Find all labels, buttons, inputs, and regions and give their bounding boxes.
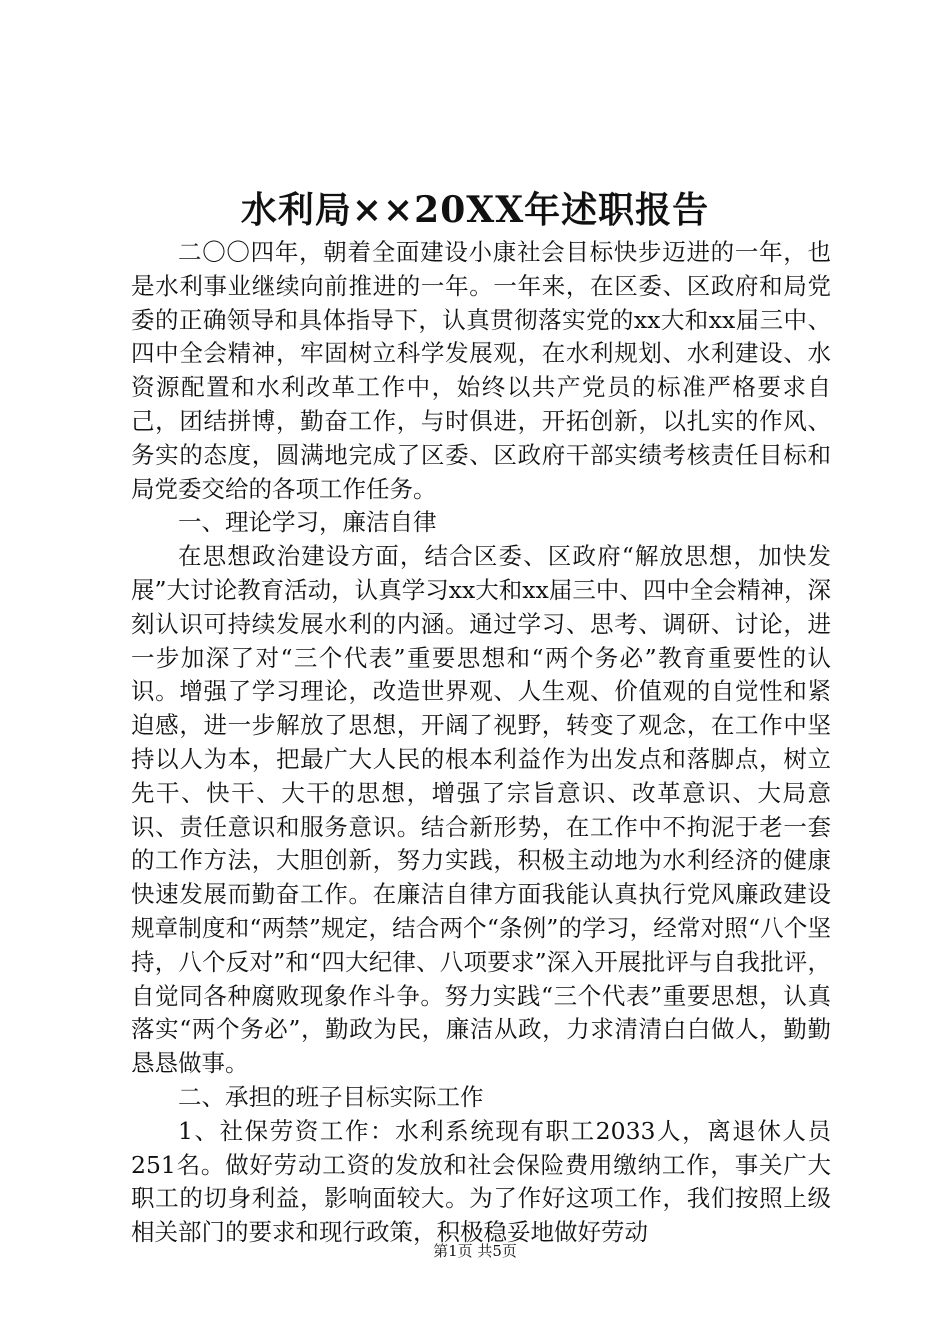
- paragraph-theory-study: 在思想政治建设方面，结合区委、区政府“解放思想，加快发展”大讨论教育活动，认真学习xx大和xx届三中、四中全会精神，深刻认识可持续发展水利的内涵。通过学习、思考、调研、讨论，进一步加深了对“三个代表”重要思想和“两个务必”教育重要性的认识。增强了学习理论，改造世界观、人生观、价值观的自觉性和紧迫感，进一步解放了思想，开阔了视野，转变了观念，在工作中坚持以人为本，把最广大人民的根本利益作为出发点和落脚点，树立先干、快干、大干的思想，增强了宗旨意识、改革意识、大局意识、责任意识和服务意识。结合新形势，在工作中不拘泥于老一套的工作方法，大胆创新，努力实践，积极主动地为水利经济的健康快速发展而勤奋工作。在廉洁自律方面我能认真执行党风廉政建设规章制度和“两禁”规定，结合两个“条例”的学习，经常对照“八个坚持，八个反对”和“四大纪律、八项要求”深入开展批评与自我批评，自觉同各种腐败现象作斗争。努力实践“三个代表”重要思想，认真落实“两个务必”，勤政为民，廉洁从政，力求清清白白做人，勤勤恳恳做事。: [131, 542, 831, 1078]
- document-title: 水利局××20XX年述职报告: [240, 189, 710, 231]
- paragraph-intro: 二〇〇四年，朝着全面建设小康社会目标快步迈进的一年，也是水利事业继续向前推进的一年。一年来，在区委、区政府和局党委的正确领导和具体指导下，认真贯彻落实党的xx大和xx届三中、四中全会精神，牢固树立科学发展观，在水利规划、水利建设、水资源配置和水利改革工作中，始终以共产党员的标准严格要求自己，团结拼博，勤奋工作，与时俱进，开拓创新，以扎实的作风、务实的态度，圆满地完成了区委、区政府干部实绩考核责任目标和局党委交给的各项工作任务。: [131, 238, 831, 503]
- section-heading-theory-study: 一、理论学习，廉洁自律: [178, 508, 437, 537]
- section-heading-team-goals: 二、承担的班子目标实际工作: [178, 1082, 484, 1111]
- paragraph-social-security: 1、社保劳资工作：水利系统现有职工2033人，离退休人员251名。做好劳动工资的发放和社会保险费用缴纳工作，事关广大职工的切身利益，影响面较大。为了作好这项工作，我们按照上级相关部门的要求和现行政策，积极稳妥地做好劳动: [131, 1116, 831, 1247]
- page-footer: 第1页 共5页: [433, 1242, 517, 1260]
- document-body: [131, 236, 831, 1250]
